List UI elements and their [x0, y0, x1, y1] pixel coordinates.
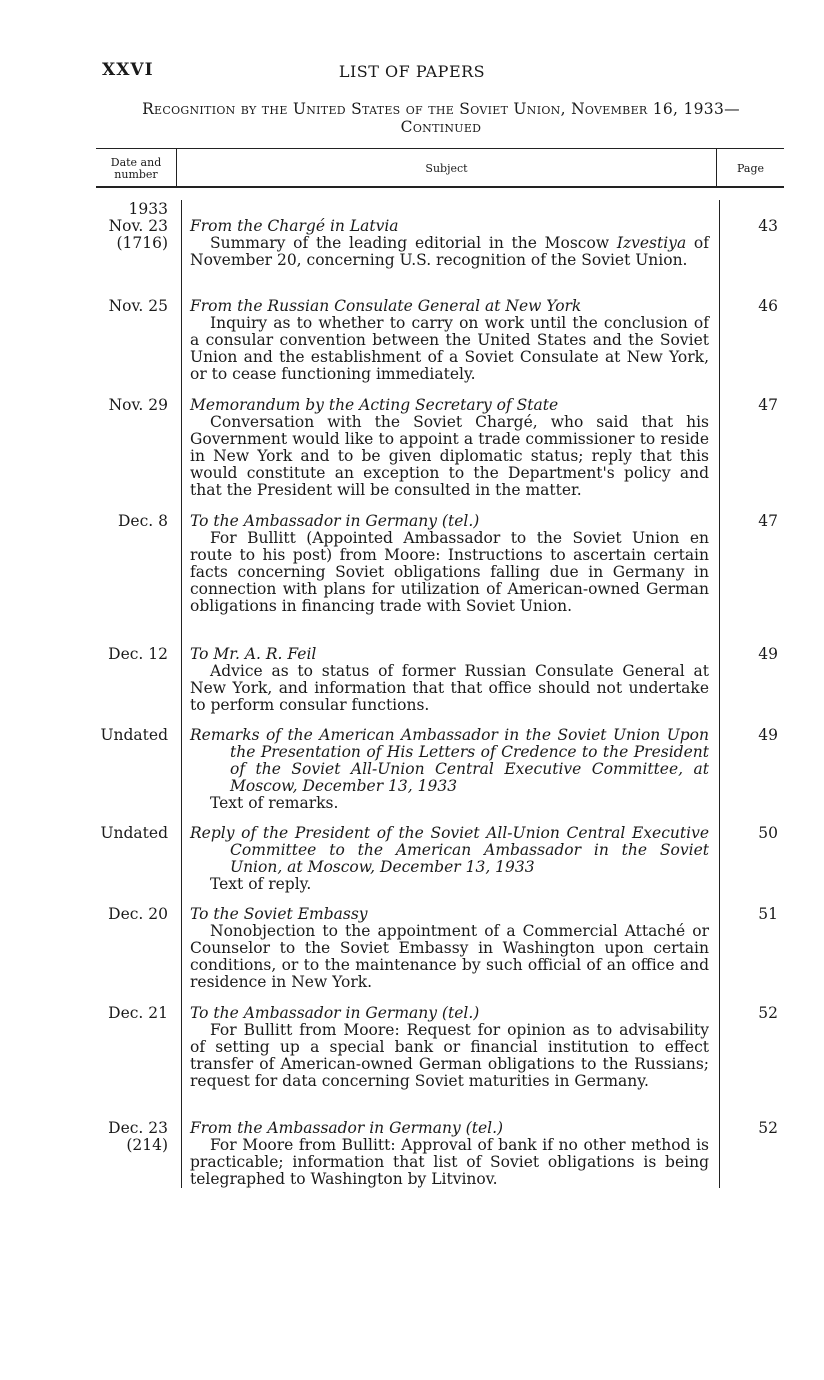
entry-page: 47: [758, 396, 778, 414]
entry-addressee: To the Soviet Embassy: [190, 905, 368, 923]
entry-date-text: Dec. 23: [108, 1119, 168, 1137]
entry-summary: Inquiry as to whether to carry on work until the conclusion of a consular convention between the United States and the Soviet Union and the establishment of a Soviet Consulate at New York, or to cease functioning immediately.: [190, 314, 709, 383]
column-header-date: Date and number: [110, 156, 162, 181]
header-underline: [96, 186, 784, 188]
entry-date: Undated: [100, 824, 168, 842]
entry-page: 47: [758, 512, 778, 530]
column-header-subject: Subject: [425, 162, 468, 175]
entry-addressee: To the Ambassador in Germany (tel.): [190, 512, 480, 530]
entry-addressee: Reply of the President of the Soviet All-Union Central Executive Committee to the American Ambassador in the Soviet Union, at Moscow, December 13, 1933: [190, 824, 709, 876]
entry-subject: [190, 825, 709, 893]
entry-page: 43: [758, 217, 778, 235]
entry-year: 1933: [128, 200, 168, 218]
entry-subject: [190, 513, 709, 615]
table-top-rule: [96, 148, 784, 149]
entry-summary: Text of reply.: [210, 875, 312, 893]
entry-date: Undated: [100, 726, 168, 744]
entry-summary: For Bullitt from Moore: Request for opinion as to advisability of setting up a special bank or financial institution to effect transfer of American-owned German obligations to the Russians; request for data concerning Soviet maturities in Germany.: [190, 1021, 709, 1090]
entry-subject: [190, 1120, 709, 1188]
entry-subject: [190, 906, 709, 991]
entry-subject: [190, 397, 709, 499]
entry-date: Dec. 8: [118, 512, 168, 530]
entry-page: 50: [758, 824, 778, 842]
entry-date: [96, 201, 168, 252]
entry-date: Dec. 20: [108, 905, 168, 923]
entry-summary: For Moore from Bullitt: Approval of bank if no other method is practicable; information that list of Soviet obligations is being telegraphed to Washington by Litvinov.: [190, 1136, 709, 1188]
entry-page: 51: [758, 905, 778, 923]
entry-page: 52: [758, 1119, 778, 1137]
entry-date: Nov. 25: [108, 297, 168, 315]
entry-page: 46: [758, 297, 778, 315]
entry-subject: [190, 646, 709, 714]
entry-addressee: From the Chargé in Latvia: [190, 217, 399, 235]
entry-number: (1716): [116, 234, 168, 252]
entry-summary-part: Summary of the leading editorial in the Moscow: [210, 234, 617, 252]
subject-rule-left: [181, 200, 182, 1188]
entry-subject: [190, 1005, 709, 1090]
running-head: LIST OF PAPERS: [338, 62, 486, 81]
entry-date: [96, 1120, 168, 1154]
entry-subject: [190, 727, 709, 812]
entry-summary: Advice as to status of former Russian Consulate General at New York, and information that that office should not undertake to perform consular functions.: [190, 662, 709, 714]
entry-summary: Text of remarks.: [210, 794, 339, 812]
entry-page: 52: [758, 1004, 778, 1022]
entry-addressee: From the Ambassador in Germany (tel.): [190, 1119, 504, 1137]
page-number: XXVI: [102, 60, 154, 80]
entry-addressee: To Mr. A. R. Feil: [190, 645, 317, 663]
entry-summary: [190, 235, 709, 269]
section-title-line1: Recognition by the United States of the Soviet Union, November 16, 1933—: [142, 100, 740, 118]
entry-addressee: From the Russian Consulate General at New York: [190, 297, 582, 315]
entry-addressee: To the Ambassador in Germany (tel.): [190, 1004, 480, 1022]
column-header-page: Page: [736, 162, 765, 175]
entry-subject: [190, 218, 709, 269]
entry-summary: Conversation with the Soviet Chargé, who said that his Government would like to appoint a trade commissioner to reside in New York and to be given diplomatic status; reply that this would constitute an exception to the Department's policy and that the President will be consulted in the matter.: [190, 413, 709, 499]
entry-addressee: Memorandum by the Acting Secretary of State: [190, 396, 559, 414]
entry-summary-italic: Izvestiya: [616, 234, 687, 252]
entry-page: 49: [758, 645, 778, 663]
section-title-line2: Continued: [400, 118, 482, 136]
entry-page: 49: [758, 726, 778, 744]
entry-summary-part: of November 20, concerning U.S. recognition of the Soviet Union.: [190, 234, 709, 269]
subject-rule-right: [719, 200, 720, 1188]
entry-date: Dec. 21: [108, 1004, 168, 1022]
entry-addressee: Remarks of the American Ambassador in the Soviet Union Upon the Presentation of His Letters of Credence to the President of the Soviet All-Union Central Executive Committee, at Moscow, December 13, 1933: [190, 726, 709, 795]
entry-subject: [190, 298, 709, 383]
entry-summary: For Bullitt (Appointed Ambassador to the Soviet Union en route to his post) from Moore: Instructions to ascertain certain facts concerning Soviet obligations falling due in Germany in connection with plans for utilization of American-owned German obligations in financing trade with Soviet Union.: [190, 529, 709, 615]
section-title: [98, 100, 784, 136]
entry-date: Dec. 12: [108, 645, 168, 663]
entry-date: Nov. 29: [108, 396, 168, 414]
entry-summary: Nonobjection to the appointment of a Commercial Attaché or Counselor to the Soviet Embassy in Washington upon certain conditions, or to the maintenance by such official of an office and residence in New York.: [190, 922, 709, 991]
entry-date-text: Nov. 23: [108, 217, 168, 235]
entry-number: (214): [126, 1136, 168, 1154]
